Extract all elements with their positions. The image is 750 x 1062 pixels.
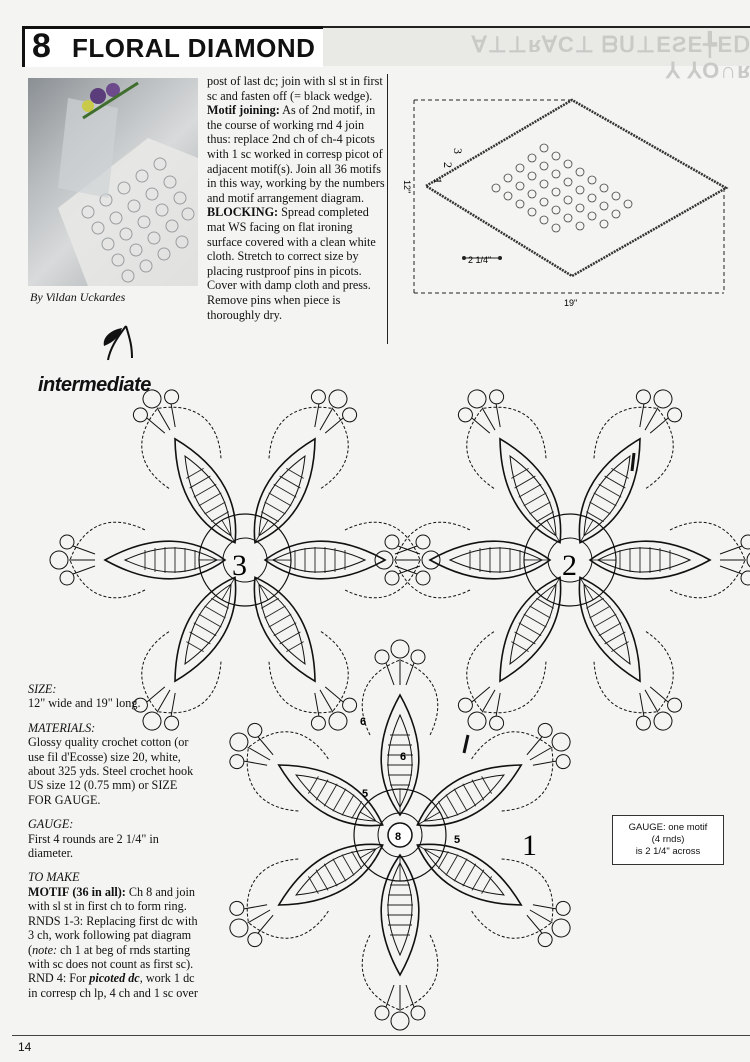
gauge-line-2: (4 rnds) — [651, 834, 685, 845]
motif-number-1: 1 — [522, 829, 537, 862]
page-number: 14 — [18, 1040, 32, 1054]
motif-text-1: Ch 8 and join with sl st in first ch to form ring. RNDS 1-3: Replacing first dc with 3 ch, work following pat diagram ( — [28, 884, 198, 957]
schematic-number-2: 2 — [441, 162, 455, 168]
materials-column — [28, 682, 200, 1000]
instructions-lead: post of last dc; join with sl st in first sc and fasten off (= black wedge). — [207, 74, 383, 103]
size-schematic — [402, 88, 729, 308]
round-number-5b: 5 — [454, 834, 461, 846]
picoted-dc-term: picoted dc — [89, 971, 140, 986]
gauge-text: First 4 rounds are 2 1/4" in diameter. — [28, 831, 159, 861]
instructions-column — [207, 74, 385, 322]
gauge-line-1: GAUGE: one motif — [628, 822, 708, 833]
motif-size-label: 2 1/4" — [468, 255, 492, 265]
motif-count: (36 in all): — [72, 884, 126, 899]
motif-text-2: ch 1 at beg of rnds starting with sc does not count as first sc). RND 4: For — [28, 942, 194, 986]
motif-instructions — [28, 885, 200, 1000]
footer-rule — [12, 1035, 750, 1036]
width-label: 19" — [564, 298, 578, 308]
schematic-number-1: 1 — [431, 178, 445, 184]
size-heading: SIZE: — [28, 682, 57, 696]
height-label: 12" — [402, 180, 412, 194]
round-number-5a: 5 — [362, 788, 369, 800]
blocking-text: Spread completed mat WS facing on flat ironing surface covered with a clean white cloth. Stretch to correct size by placing rustproof pins in picots. Cover with damp cloth and press. Remove pins when piece is thoroughly dry. — [207, 205, 376, 322]
doily-photo — [28, 78, 198, 286]
round-number-6b: 6 — [360, 716, 367, 728]
page-title: FLORAL DIAMOND — [72, 33, 316, 63]
motif-number-2: 2 — [562, 549, 577, 582]
adjacent-page-bleed-text: ᗡƎ╃ƎSƎ⊥ᑌᗺ ⊥ƆⱯᴚ⊥⊥Ɐ ᴚ∩O⅄ ⅄ — [470, 32, 750, 83]
byline: By Vildan Uckardes — [30, 290, 126, 304]
gauge-callout — [612, 815, 724, 865]
materials-heading: MATERIALS: — [28, 720, 96, 735]
schematic-number-3: 3 — [451, 148, 465, 154]
gauge-heading: GAUGE: — [28, 817, 74, 832]
round-number-8: 8 — [395, 831, 402, 843]
to-make-heading: TO MAKE — [28, 870, 80, 885]
pattern-number: 8 — [32, 27, 51, 65]
materials-text: Glossy quality crochet cotton (or use fil d'Ecosse) size 20, white, about 325 yds. Steel crochet hook US size 12 (0.75 mm) or SIZE FOR GAUGE. — [28, 735, 194, 807]
motif-text-3: , work 1 dc in corresp ch lp, 4 ch and 1 sc over — [28, 971, 198, 1000]
gauge-line-3: is 2 1/4" across — [635, 846, 701, 857]
column-divider — [387, 74, 388, 344]
blocking-heading: BLOCKING: — [207, 205, 279, 220]
motif-note: note: — [32, 942, 58, 957]
motif-heading: MOTIF — [28, 884, 70, 899]
motif-joining-text: As of 2nd motif, in the course of working rnd 4 join thus: replace 2nd ch of ch-4 picots with 1 sc worked in corresp picot of adjacent motif(s). Join all 36 motifs in this way, working by the numbers and motif arrangement diagram. — [207, 103, 385, 205]
motif-joining-heading: Motif joining: — [207, 103, 280, 118]
size-text: 12" wide and 19" long. — [28, 696, 141, 711]
motif-number-3: 3 — [232, 549, 247, 582]
skill-level-badge: intermediate — [38, 374, 151, 396]
round-number-6a: 6 — [400, 751, 407, 763]
